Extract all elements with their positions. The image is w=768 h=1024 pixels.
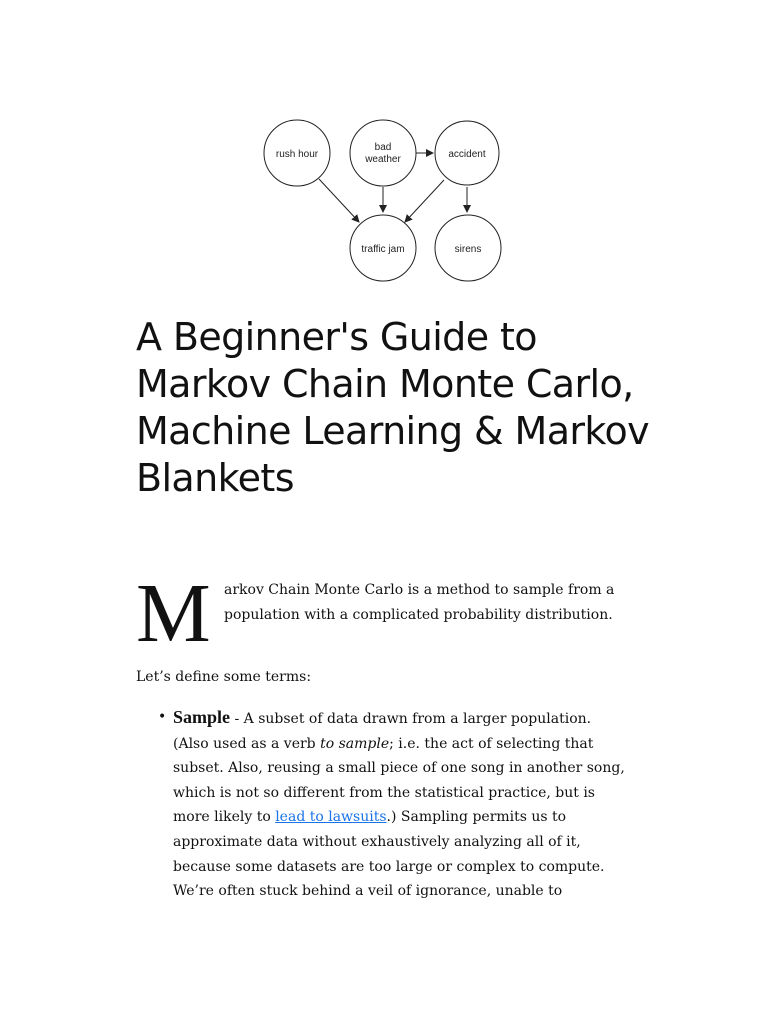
node-rush-hour xyxy=(264,120,330,186)
list-item xyxy=(136,705,626,904)
node-accident-label: accident xyxy=(448,149,486,160)
node-sirens-label: sirens xyxy=(454,244,482,255)
node-bad-weather-label-line-2: weather xyxy=(365,154,401,165)
lawsuits-link[interactable]: lead to lawsuits xyxy=(275,809,387,826)
node-traffic-jam xyxy=(350,215,416,281)
term-emphasis: to sample xyxy=(320,735,390,752)
article-title: A Beginner's Guide to Markov Chain Monte Carlo, Machine Learning & Markov Blankets xyxy=(136,315,649,500)
bullet-icon: • xyxy=(158,709,167,725)
node-traffic-jam-label: traffic jam xyxy=(361,244,405,255)
term-name: Sample xyxy=(173,707,231,727)
terms-list xyxy=(136,705,626,904)
drop-cap: M xyxy=(136,567,211,660)
bayesian-network-figure xyxy=(0,0,768,300)
term-text-part-1: - A subset of data drawn from a larger population. (Also used as a verb xyxy=(173,711,592,752)
define-terms-lead: Let’s define some terms: xyxy=(136,669,312,685)
term-definition xyxy=(173,705,626,904)
node-rush-hour-label: rush hour xyxy=(275,149,319,160)
node-bad-weather xyxy=(350,120,416,186)
intro-text: arkov Chain Monte Carlo is a method to sample from a population with a complicated probability distribution. xyxy=(224,582,615,623)
edge-rush-hour-to-traffic-jam xyxy=(319,179,359,222)
node-bad-weather-label-line-1: bad xyxy=(374,142,392,153)
node-sirens xyxy=(435,215,501,281)
term-text-part-3: .) Sampling permits us to approximate data without exhaustively analyzing all of it, because some datasets are too large or complex to compute. We’re often stuck behind a veil of ignorance, unable to xyxy=(173,809,605,900)
term-text-part-2: ; i.e. the act of selecting that subset. Also, reusing a small piece of one song in another song, which is not so different from the statistical practice, but is more likely to xyxy=(173,735,625,826)
bayesian-network-diagram xyxy=(0,0,768,300)
node-accident xyxy=(435,121,499,185)
edge-accident-to-traffic-jam xyxy=(405,180,444,222)
